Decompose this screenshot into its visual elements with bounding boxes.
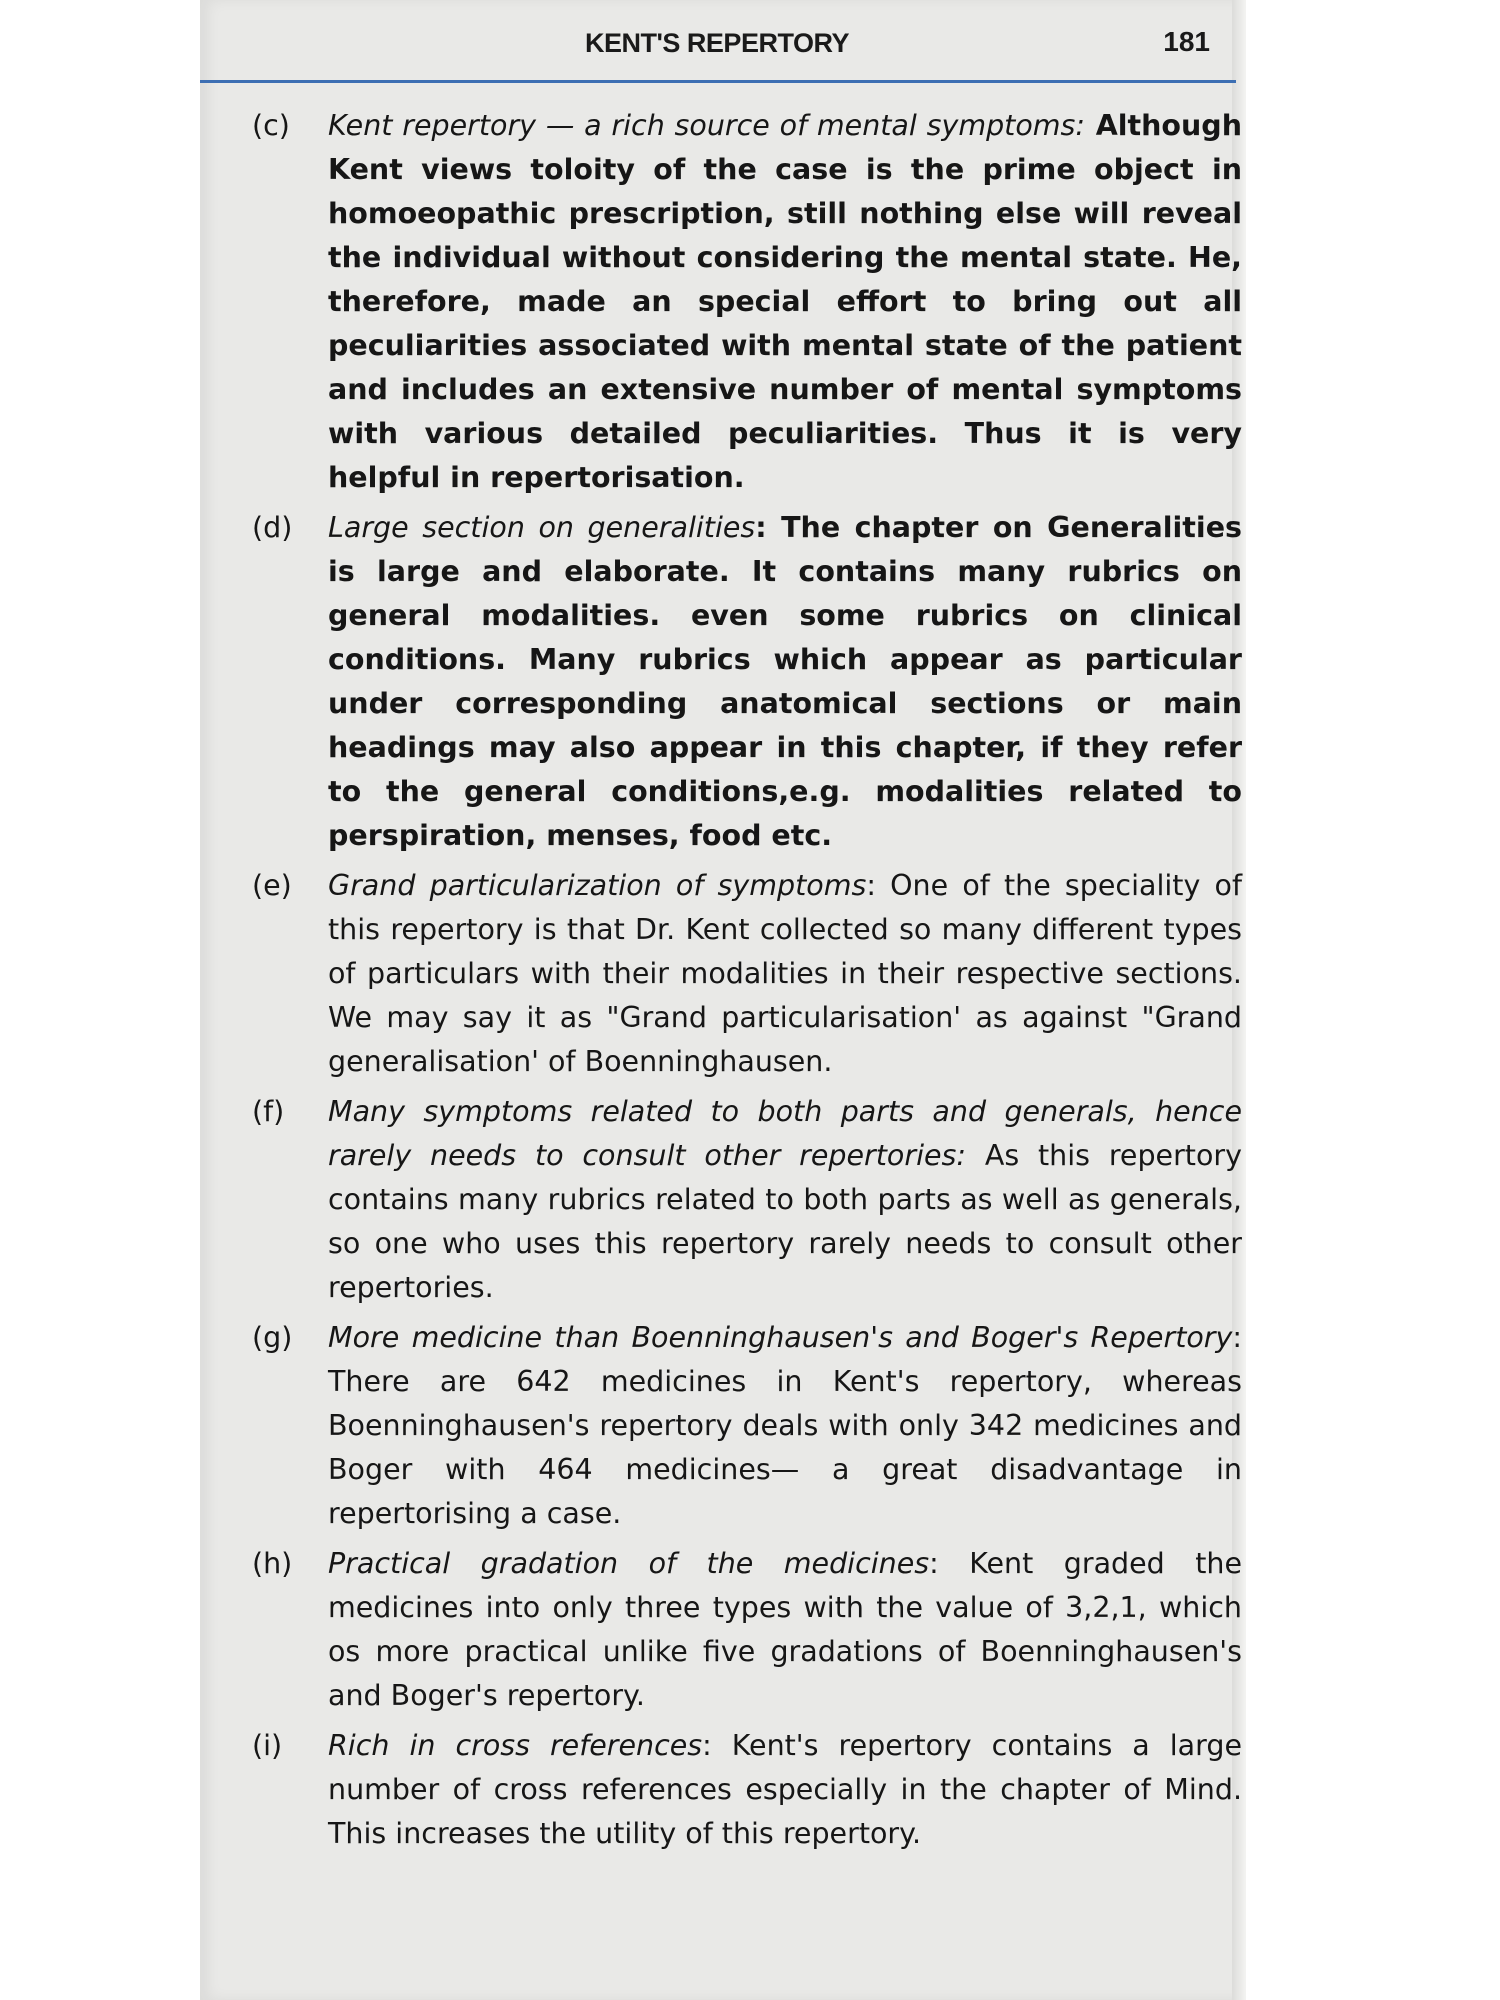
item-heading: More medicine than Boenninghausen's and Boger's Repertory: [328, 1321, 1233, 1354]
item-body: The chapter on Generalities is large and elaborate. It contains many rubrics on general modalities. even some rubrics on clinical conditions. Many rubrics which appear as particular under corresponding anatomical sections or main headings may also appear in this chapter, if they refer to the general conditions,e.g. modalities related to perspiration, menses, food etc.: [328, 511, 1242, 852]
item-marker: (c): [252, 109, 290, 142]
item-text: [328, 864, 1242, 1084]
item-heading: Grand particularization of symptoms: [328, 869, 867, 902]
list-item-h: [252, 1542, 1242, 1718]
item-text: [328, 1724, 1242, 1856]
item-text: [328, 1090, 1242, 1310]
page-header: [200, 18, 1240, 82]
item-body: Kent graded the medicines into only three types with the value of 3,2,1, which os more practical unlike five gradations of Boenninghausen's and Boger's repertory.: [328, 1547, 1243, 1712]
page-content: [252, 104, 1242, 1862]
item-body: As this repertory contains many rubrics related to both parts as well as generals, so one who uses this repertory rarely needs to consult other repertories.: [328, 1139, 1243, 1304]
list-item-e: [252, 864, 1242, 1084]
item-body: There are 642 medicines in Kent's repertory, whereas Boenninghausen's repertory deals with only 342 medicines and Boger with 464 medicines— a great disadvantage in repertorising a case.: [328, 1365, 1242, 1530]
item-marker: (i): [252, 1729, 283, 1762]
item-separator: :: [755, 511, 782, 544]
item-body: One of the speciality of this repertory is that Dr. Kent collected so many different types of particulars with their modalities in their respective sections. We may say it as "Grand particularisation' as against "Grand generalisation' of Boenninghausen.: [328, 869, 1242, 1078]
page-number: 181: [1163, 26, 1210, 57]
item-heading: Large section on generalities: [328, 511, 756, 544]
item-text: [328, 1542, 1242, 1718]
list-item-c: [252, 104, 1242, 500]
list-item-i: [252, 1724, 1242, 1856]
item-heading: Many symptoms related to both parts and generals, hence rarely needs to consult other repertories:: [328, 1095, 1242, 1172]
item-separator: :: [866, 869, 891, 902]
list-item-g: [252, 1316, 1242, 1536]
item-separator: :: [929, 1547, 970, 1580]
item-heading: Rich in cross references: [328, 1729, 703, 1762]
item-heading: Kent repertory — a rich source of mental symptoms:: [328, 109, 1086, 142]
item-marker: (g): [252, 1321, 293, 1354]
list-item-d: [252, 506, 1242, 858]
item-text: [328, 1316, 1242, 1536]
item-text: [328, 104, 1242, 500]
item-body: Kent's repertory contains a large number of cross references especially in the chapter of Mind. This increases the utility of this repertory.: [328, 1729, 1242, 1850]
running-title: KENT'S REPERTORY: [585, 28, 849, 58]
item-marker: (e): [252, 869, 292, 902]
item-body: Although Kent views toloity of the case is the prime object in homoeopathic prescription, still nothing else will reveal the individual without considering the mental state. He, therefore, made an special effort to bring out all peculiarities associated with mental state of the patient and includes an extensive number of mental symptoms with various detailed peculiarities. Thus it is very helpful in repertorisation.: [328, 109, 1242, 494]
item-heading: Practical gradation of the medicines: [328, 1547, 930, 1580]
item-text: [328, 506, 1242, 858]
item-marker: (d): [252, 511, 293, 544]
item-separator: :: [1232, 1321, 1242, 1354]
item-separator: [966, 1139, 985, 1172]
header-rule: [200, 80, 1236, 83]
item-separator: [1085, 109, 1096, 142]
item-marker: (f): [252, 1095, 285, 1128]
item-separator: :: [702, 1729, 732, 1762]
item-marker: (h): [252, 1547, 293, 1580]
list-item-f: [252, 1090, 1242, 1310]
